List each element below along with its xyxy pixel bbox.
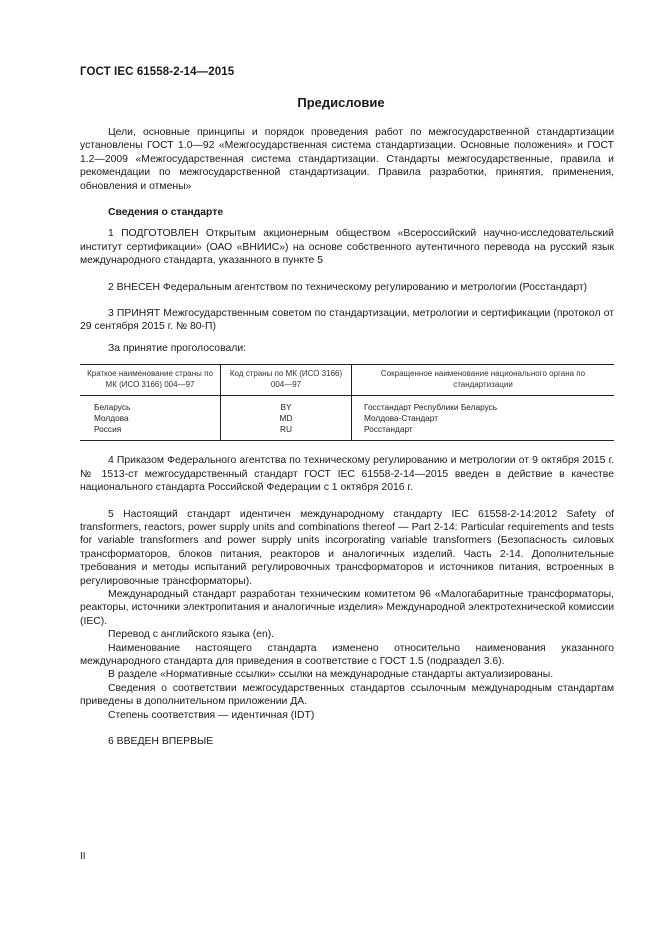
table-cell-code: RU	[221, 424, 352, 441]
item-5-translation-paragraph: Перевод с английского языка (en).	[108, 629, 275, 641]
item-4-paragraph: 4 Приказом Федерального агентства по техническому регулированию и метрологии от 9 октября 2015 г. № 1513-ст межгосударственный стандарт ГОСТ IEC 61558-2-14—2015 введен в действие в качестве национального стандарта Российской Федерации с 1 октября 2016 г.	[80, 455, 614, 494]
table-cell-country: Россия	[80, 424, 221, 441]
item-3-paragraph: 3 ПРИНЯТ Межгосударственным советом по стандартизации, метрологии и сертификации (протокол от 29 сентября 2015 г. № 80-П)	[80, 308, 614, 333]
page-number: II	[80, 851, 86, 862]
item-5-committee-paragraph: Международный стандарт разработан техническим комитетом 96 «Малогабаритные трансформаторы, реакторы, источники электропитания и аналогичные изделия» Международной электротехнической комиссии (IEC).	[80, 588, 614, 627]
table-cell-country: Молдова	[80, 413, 221, 424]
table-cell-country: Беларусь	[80, 396, 221, 414]
document-header-id: ГОСТ IEC 61558-2-14—2015	[80, 66, 235, 78]
table-cell-body: Росстандарт	[352, 424, 615, 441]
item-2-paragraph: 2 ВНЕСЕН Федеральным агентством по техническому регулированию и метрологии (Росстандарт)	[108, 281, 588, 293]
table-cell-code: MD	[221, 413, 352, 424]
table-cell-code: BY	[221, 396, 352, 414]
table-header-row	[80, 365, 614, 396]
voted-label: За принятие проголосовали:	[108, 342, 247, 354]
document-body	[80, 126, 614, 748]
table-header-country-name: Краткое наименование страны по МК (ИСО 3166) 004—97	[80, 365, 221, 396]
item-5-degree-paragraph: Степень соответствия — идентичная (IDT)	[108, 709, 315, 721]
item-5-name-change-paragraph: Наименование настоящего стандарта изменено относительно наименования указанного международного стандарта для приведения в соответствие с ГОСТ 1.5 (подраздел 3.6).	[80, 642, 614, 667]
page-title: Предисловие	[297, 95, 385, 110]
table-row	[80, 424, 614, 441]
voting-states-table	[80, 364, 614, 441]
table-row	[80, 413, 614, 424]
item-5-references-paragraph: В разделе «Нормативные ссылки» ссылки на международные стандарты актуализированы.	[108, 669, 554, 681]
table-header-standards-body: Сокращенное наименование национального органа по стандартизации	[352, 365, 615, 396]
table-cell-body: Госстандарт Республики Беларусь	[364, 402, 498, 413]
item-1-paragraph: 1 ПОДГОТОВЛЕН Открытым акционерным обществом «Всероссийский научно-исследовательский институт сертификации» (ОАО «ВНИИС») на основе собственного аутентичного перевода на русский язык международного стандарта, указанного в пункте 5	[80, 228, 614, 267]
section-heading: Сведения о стандарте	[108, 207, 224, 219]
intro-paragraph: Цели, основные принципы и порядок проведения работ по межгосударственной стандартизации установлены ГОСТ 1.0—92 «Межгосударственная система стандартизации. Основные положения» и ГОСТ 1.2—2009 «Межгосударственная система стандартизации. Стандарты межгосударственные, правила и рекомендации по межгосударственной стандартизации. Правила разработки, принятия, применения, обновления и отмены»	[80, 127, 614, 192]
item-6-paragraph: 6 ВВЕДЕН ВПЕРВЫЕ	[108, 736, 214, 747]
item-5-paragraph: 5 Настоящий стандарт идентичен международному стандарту IEC 61558-2-14:2012 Safety of transformers, reactors, power supply units and combinations thereof — Part 2-14: Particular requirements and tests for variable transformers and power supply units incorporating variable transformers (Безопасность силовых трансформаторов, блоков питания, реакторов и аналогичных изделий. Часть 2-14. Дополнительные требования и методы испытаний регулировочных трансформаторов и источников питания, встроенных в регулировочные трансформаторы).	[80, 508, 614, 587]
table-cell-body: Молдова-Стандарт	[364, 413, 439, 424]
table-header-country-code: Код страны по МК (ИСО 3166) 004—97	[221, 365, 352, 396]
table-row	[80, 396, 614, 414]
item-5-annex-paragraph: Сведения о соответствии межгосударственных стандартов ссылочным международным стандартам приведены в дополнительном приложении ДА.	[80, 682, 614, 708]
